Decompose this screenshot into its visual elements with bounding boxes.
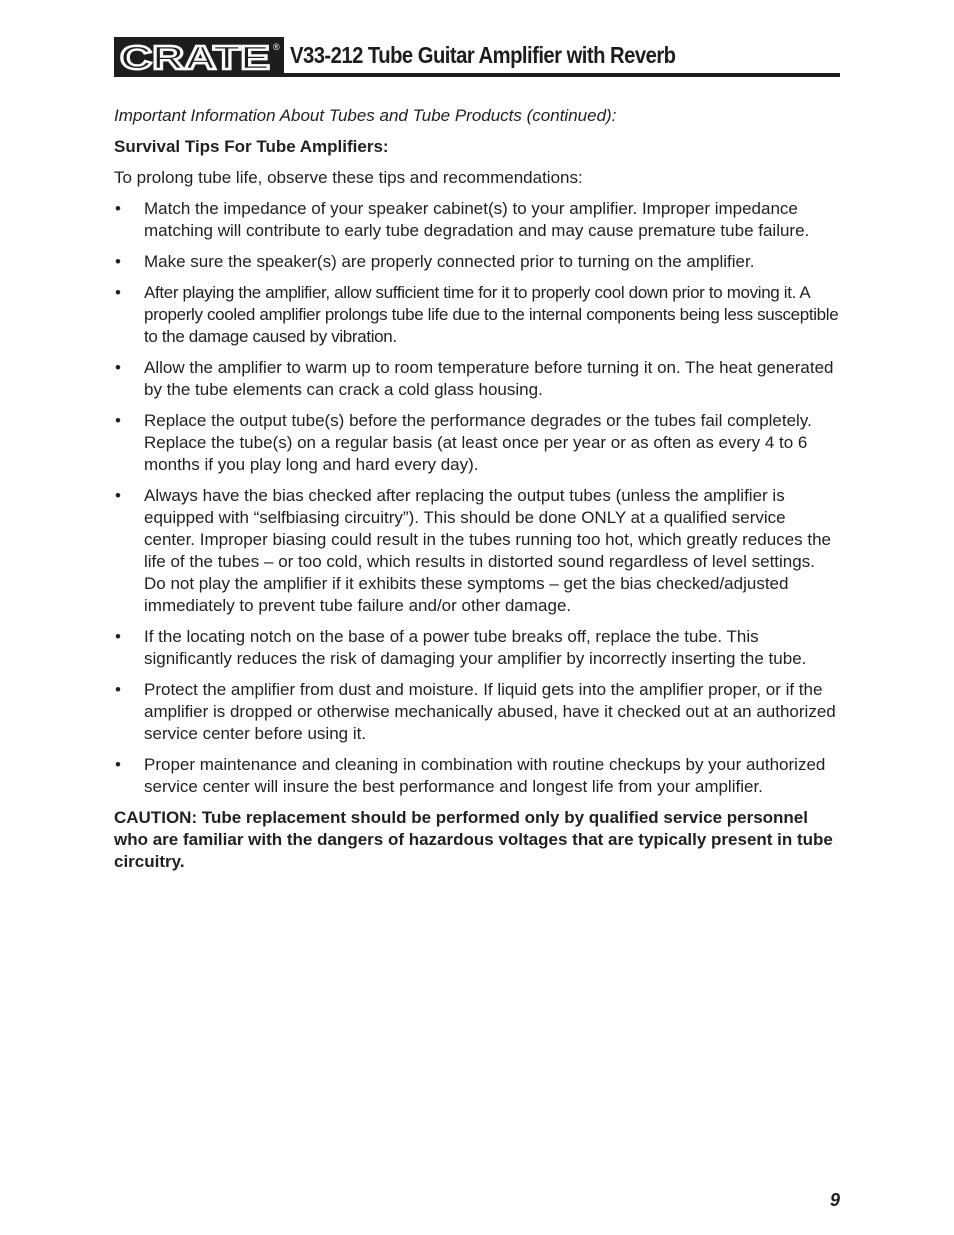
bullet: • [115, 627, 121, 646]
tips-list [114, 198, 840, 798]
list-item [114, 357, 840, 401]
bullet: • [115, 411, 121, 430]
bullet: • [115, 755, 121, 774]
continued-heading: Important Information About Tubes and Tube Products (continued): [114, 106, 617, 125]
crate-logo-mark [114, 37, 284, 77]
list-item [114, 485, 840, 617]
tip-text: Make sure the speaker(s) are properly connected prior to turning on the amplifier. [144, 252, 755, 271]
bullet: • [115, 680, 121, 699]
tip-text: Always have the bias checked after replacing the output tubes (unless the amplifier is equipped with “selfbiasing circuitry”). This should be done ONLY at a qualified service center. Improper biasing could result in the tubes running too hot, which greatly reduces the life of the tubes – or too cold, which results in distorted sound regardless of level settings. Do not play the amplifier if it exhibits these symptoms – get the bias checked/adjusted immediately to prevent tube failure and/or other damage. [144, 486, 832, 615]
crate-logo [114, 37, 284, 77]
logo-registered-mark: ® [273, 42, 280, 52]
list-item [114, 410, 840, 476]
intro-text: To prolong tube life, observe these tips and recommendations: [114, 168, 583, 187]
tip-text: Allow the amplifier to warm up to room temperature before turning it on. The heat generated by the tube elements can crack a cold glass housing. [144, 358, 834, 399]
bullet: • [115, 358, 121, 377]
list-item [114, 679, 840, 745]
bullet: • [115, 199, 121, 218]
tip-text: If the locating notch on the base of a power tube breaks off, replace the tube. This significantly reduces the risk of damaging your amplifier by incorrectly inserting the tube. [144, 627, 807, 668]
bullet: • [115, 283, 121, 302]
tip-text: Protect the amplifier from dust and moisture. If liquid gets into the amplifier proper, or if the amplifier is dropped or otherwise mechanically abused, have it checked out at an authorized service center before using it. [144, 680, 836, 743]
page-header [114, 37, 840, 77]
tip-text: Proper maintenance and cleaning in combination with routine checkups by your authorized service center will insure the best performance and longest life from your amplifier. [144, 755, 826, 796]
tip-text: Match the impedance of your speaker cabinet(s) to your amplifier. Improper impedance matching will contribute to early tube degradation and may cause premature tube failure. [144, 199, 810, 240]
tip-text: Replace the output tube(s) before the performance degrades or the tubes fail completely. Replace the tube(s) on a regular basis (at least once per year or as often as every 4 to 6 months if you play long and hard every day). [144, 411, 812, 474]
document-title: V33-212 Tube Guitar Amplifier with Reverb [290, 42, 676, 68]
list-item [114, 251, 840, 273]
page-content [114, 105, 840, 882]
logo-brand-text: CRATE [120, 39, 270, 76]
caution-notice: CAUTION: Tube replacement should be performed only by qualified service personnel who are familiar with the dangers of hazardous voltages that are typically present in tube circuitry. [114, 808, 833, 871]
list-item [114, 626, 840, 670]
header-rule [284, 73, 840, 77]
bullet: • [115, 486, 121, 505]
list-item [114, 282, 840, 348]
list-item [114, 754, 840, 798]
page-number: 9 [829, 1190, 840, 1210]
list-item [114, 198, 840, 242]
tip-text: After playing the amplifier, allow sufficient time for it to properly cool down prior to moving it. A properly cooled amplifier prolongs tube life due to the internal components being less susceptible to the damage caused by vibration. [144, 283, 839, 346]
section-heading: Survival Tips For Tube Amplifiers: [114, 137, 389, 156]
bullet: • [115, 252, 121, 271]
